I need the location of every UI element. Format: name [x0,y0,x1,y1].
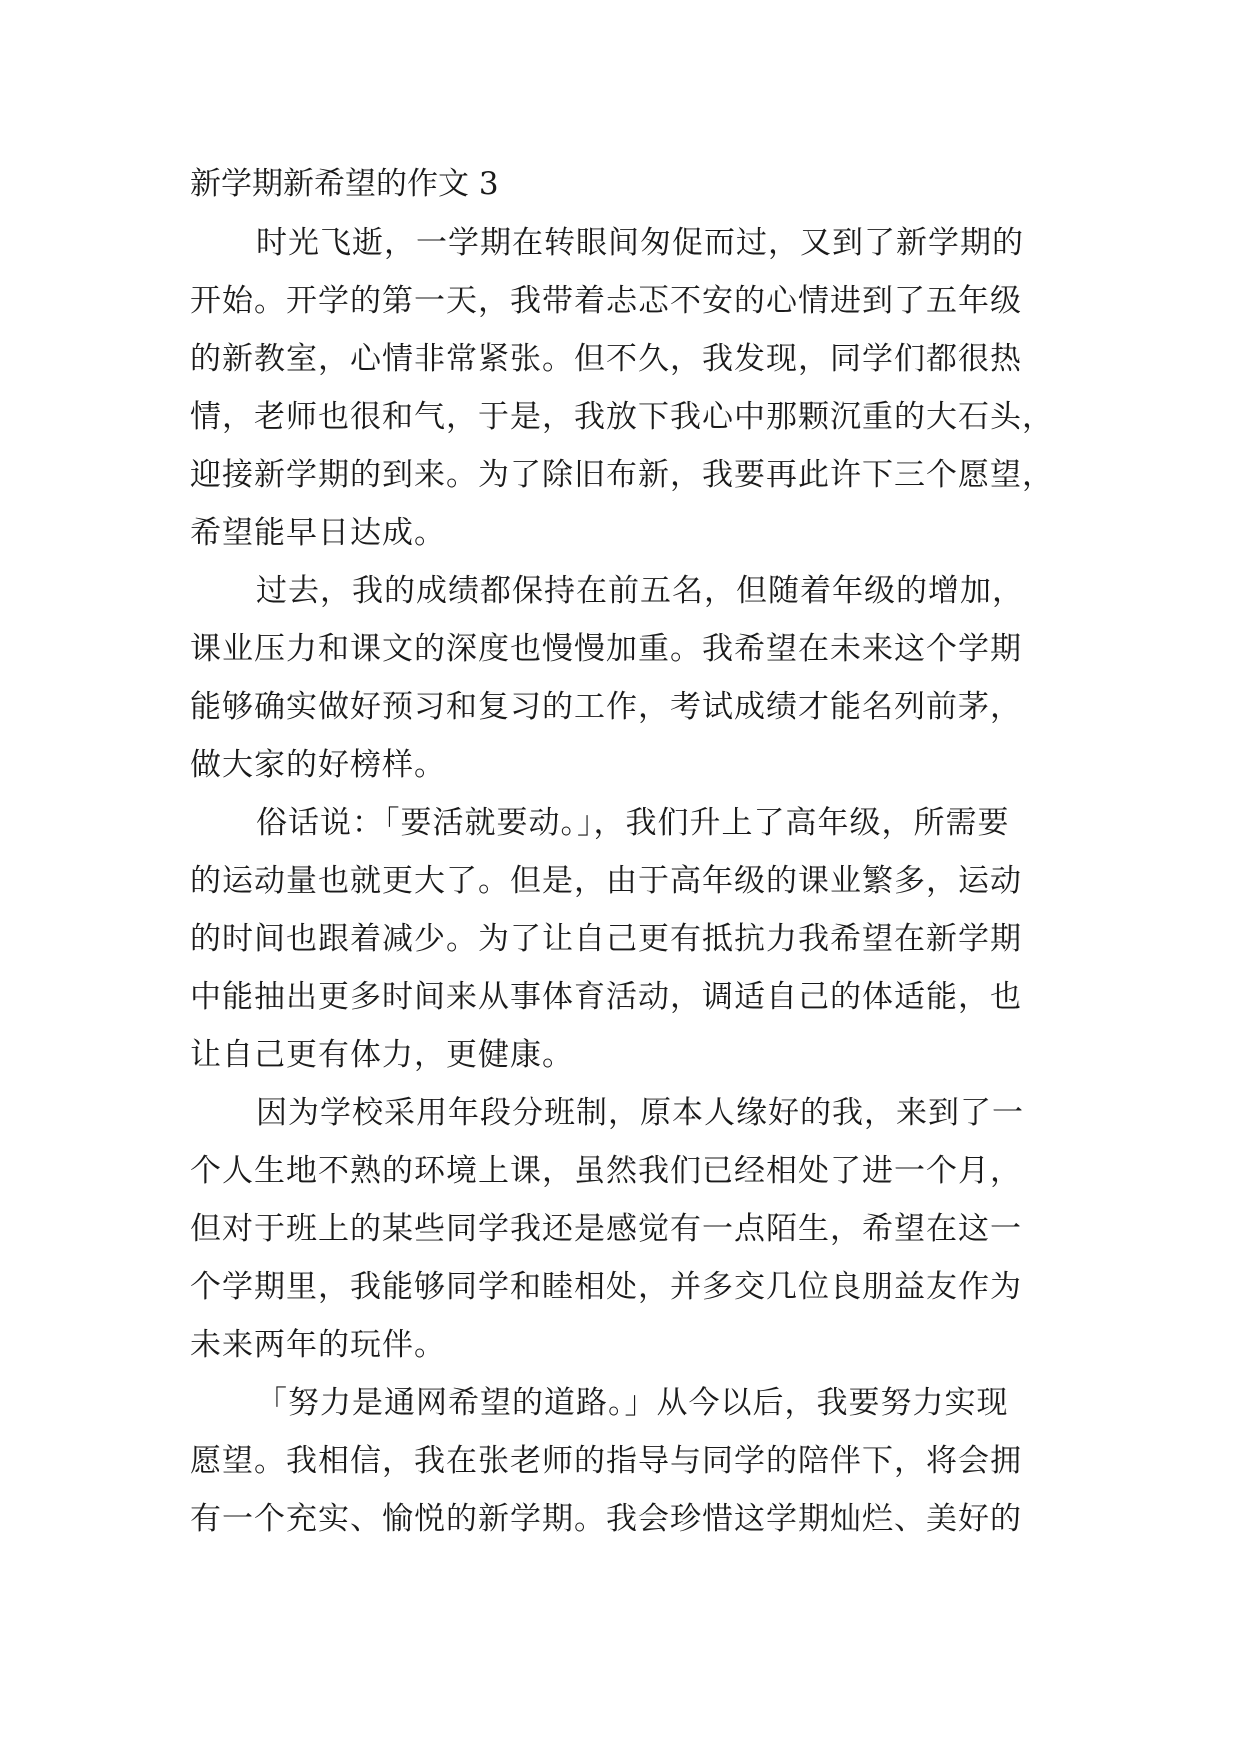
essay-title: 新学期新希望的作文 3 [190,166,499,202]
text-line: 情，老师也很和气，于是，我放下我心中那颗沉重的大石头， [190,399,1054,435]
paragraph-3 [190,794,1070,1084]
text-line: 个学期里，我能够同学和睦相处，并多交几位良朋益友作为 [190,1269,1022,1305]
text-line: 能够确实做好预习和复习的工作，考试成绩才能名列前茅， [190,689,1022,725]
text-line: 迎接新学期的到来。为了除旧布新，我要再此许下三个愿望， [190,457,1054,493]
text-line: 时光飞逝，一学期在转眼间匆促而过，又到了新学期的 [256,225,1024,261]
text-line: 课业压力和课文的深度也慢慢加重。我希望在未来这个学期 [190,631,1022,667]
paragraph-4 [190,1084,1070,1374]
text-line: 中能抽出更多时间来从事体育活动，调适自己的体适能，也 [190,979,1022,1015]
text-line: 但对于班上的某些同学我还是感觉有一点陌生，希望在这一 [190,1211,1022,1247]
text-line: 做大家的好榜样。 [190,747,446,783]
text-line: 愿望。我相信，我在张老师的指导与同学的陪伴下，将会拥 [190,1443,1022,1479]
paragraph-2 [190,562,1070,794]
text-line: 有一个充实、愉悦的新学期。我会珍惜这学期灿烂、美好的 [190,1501,1022,1537]
text-line: 开始。开学的第一天，我带着忐忑不安的心情进到了五年级 [190,283,1022,319]
text-line: 过去，我的成绩都保持在前五名，但随着年级的增加， [256,573,1024,609]
text-line: 因为学校采用年段分班制，原本人缘好的我，来到了一 [256,1095,1024,1131]
paragraph-5 [190,1374,1070,1548]
text-line: 未来两年的玩伴。 [190,1327,446,1363]
text-line: 的运动量也就更大了。但是，由于高年级的课业繁多，运动 [190,863,1022,899]
paragraph-1 [190,214,1070,562]
text-line: 希望能早日达成。 [190,515,446,551]
text-line: 「努力是通网希望的道路。」从今以后，我要努力实现 [256,1385,1009,1421]
document-body [190,154,1070,1548]
text-line: 个人生地不熟的环境上课，虽然我们已经相处了进一个月， [190,1153,1022,1189]
text-line: 的新教室，心情非常紧张。但不久，我发现，同学们都很热 [190,341,1022,377]
text-line: 的时间也跟着减少。为了让自己更有抵抗力我希望在新学期 [190,921,1022,957]
text-line: 俗话说：「要活就要动。」，我们升上了高年级，所需要 [256,805,1010,841]
text-line: 让自己更有体力，更健康。 [190,1037,574,1073]
